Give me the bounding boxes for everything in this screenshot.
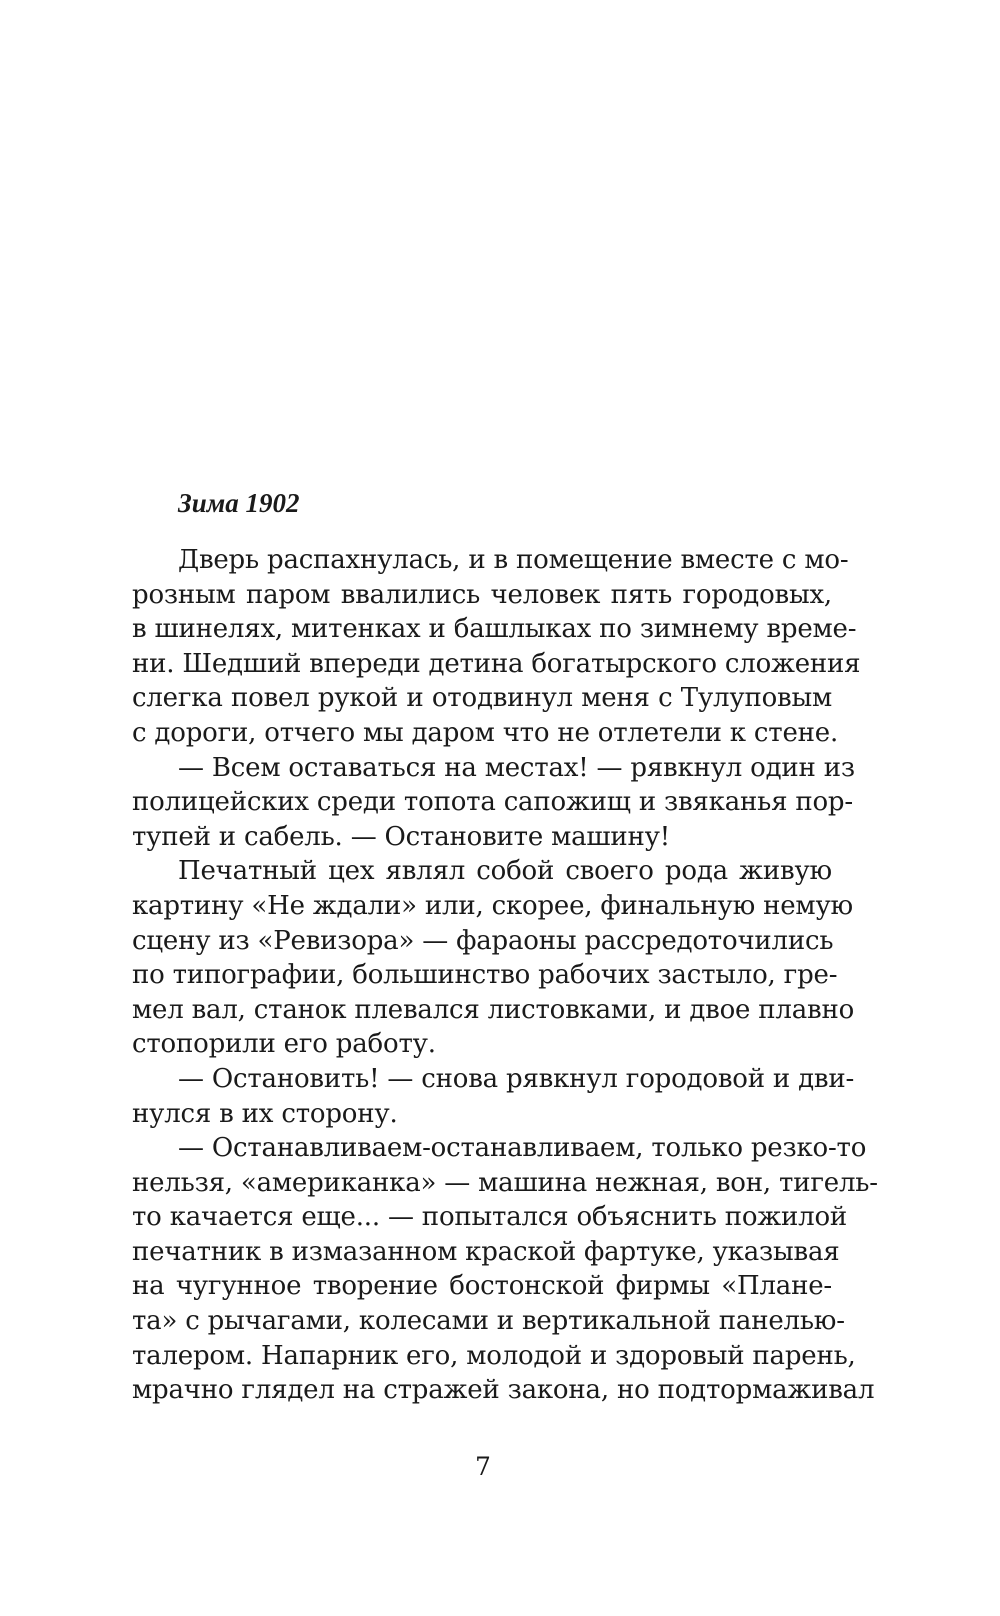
text-line: полицейских среди топота сапожищ и звяканья пор- xyxy=(132,787,853,818)
text-line: сцену из «Ревизора» — фараоны рассредоточились xyxy=(132,925,834,956)
text-line: мрачно глядел на стражей закона, но подтормаживал xyxy=(132,1375,875,1406)
text-line: нельзя, «американка» — машина нежная, вон, тигель- xyxy=(132,1167,878,1198)
text-line: — Останавливаем-останавливаем, только резко-то xyxy=(178,1133,867,1164)
text-line: талером. Напарник его, молодой и здоровый парень, xyxy=(132,1340,856,1371)
text-line: в шинелях, митенках и башлыках по зимнему време- xyxy=(132,614,857,645)
text-line: слегка повел рукой и отодвинул меня с Тулуповым xyxy=(132,683,832,714)
text-line: с дороги, отчего мы даром что не отлетели к стене. xyxy=(132,717,839,748)
text-line: картину «Не ждали» или, скорее, финальную немую xyxy=(132,890,853,921)
text-line: по типографии, большинство рабочих застыло, гре- xyxy=(132,960,838,991)
text-line: — Всем оставаться на местах! — рявкнул один из xyxy=(178,752,855,783)
text-line: — Остановить! — снова рявкнул городовой и дви- xyxy=(178,1063,855,1094)
text-line: мел вал, станок плевался листовками, и двое плавно xyxy=(132,994,855,1025)
text-line: то качается еще... — попытался объяснить пожилой xyxy=(132,1202,848,1233)
text-line: печатник в измазанном краской фартуке, указывая xyxy=(132,1236,840,1267)
text-line: та» с рычагами, колесами и вертикальной панелью- xyxy=(132,1306,845,1337)
text-line: Печатный цех являл собой своего рода живую xyxy=(178,856,832,887)
text-line: на чугунное творение бостонской фирмы «Плане- xyxy=(132,1271,832,1302)
text-line: нулся в их сторону. xyxy=(132,1098,398,1129)
chapter-title: Зима 1902 xyxy=(178,488,300,518)
text-line: розным паром ввалились человек пять городовых, xyxy=(132,579,832,610)
text-line: тупей и сабель. — Остановите машину! xyxy=(132,821,671,852)
text-line: Дверь распахнулась, и в помещение вместе с мо- xyxy=(178,545,849,575)
body-text xyxy=(132,543,878,1408)
text-line: ни. Шедший впереди детина богатырского сложения xyxy=(132,648,861,679)
page-number: 7 xyxy=(475,1452,491,1481)
text-line: стопорили его работу. xyxy=(132,1029,436,1060)
